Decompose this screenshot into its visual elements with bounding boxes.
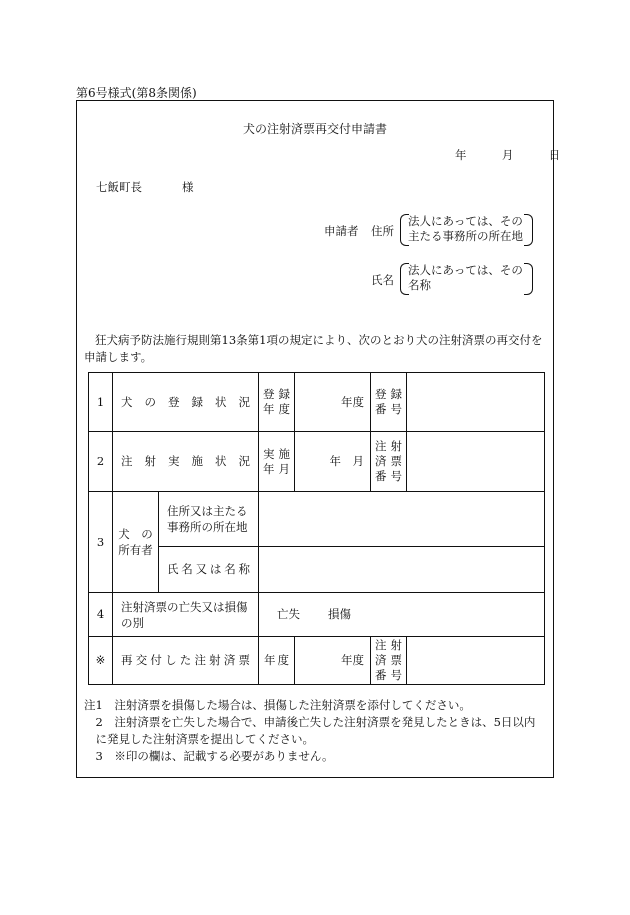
reissued-year-field[interactable]: 年度	[295, 637, 371, 685]
row-mark: ※	[89, 637, 113, 685]
lost-option[interactable]: 亡失	[277, 607, 300, 621]
date-day: 日	[548, 148, 561, 162]
table-row	[89, 637, 545, 685]
notes	[84, 697, 535, 765]
note-2-cont: に発見した注射済票を提出してください。	[84, 732, 314, 746]
row-number: 3	[89, 492, 113, 593]
note-3: 3 ※印の欄は、記載する必要がありません。	[84, 749, 334, 763]
injection-date-field[interactable]: 年 月	[295, 432, 371, 492]
name-note-close-bracket	[524, 263, 533, 295]
injection-date-label: 実施 年月	[259, 432, 295, 492]
owner-address-field[interactable]	[259, 492, 545, 547]
date-line	[455, 147, 560, 163]
name-note: 法人にあっては、その 名称	[408, 263, 523, 292]
applicant-label: 申請者	[324, 224, 359, 238]
owner-label: 犬 の 所有者	[113, 492, 159, 593]
date-month: 月	[501, 148, 514, 162]
reissued-tag-label: 再 交 付 し た 注 射 済 票	[113, 637, 259, 685]
loss-damage-label: 注射済票の亡失又は損傷 の別	[113, 593, 259, 637]
addressee-honorific: 様	[182, 180, 194, 194]
tag-number-field[interactable]	[407, 432, 545, 492]
registration-number-field[interactable]	[407, 373, 545, 432]
table-row	[89, 492, 545, 547]
name-label: 氏名	[371, 273, 394, 287]
damaged-option[interactable]: 損傷	[328, 607, 351, 621]
table-row	[89, 593, 545, 637]
request-statement: 狂犬病予防法施行規則第13条第1項の規定により、次のとおり犬の注射済票の再交付を申請します。	[84, 333, 543, 364]
row-number: 2	[89, 432, 113, 492]
registration-year-label: 登録 年度	[259, 373, 295, 432]
date-year: 年	[455, 148, 467, 162]
table-row	[89, 432, 545, 492]
injection-status-label: 注 射 実 施 状 況	[121, 454, 250, 468]
row-label	[113, 373, 259, 432]
application-table	[88, 372, 545, 685]
row-label	[113, 432, 259, 492]
loss-damage-choice[interactable]	[259, 593, 545, 637]
reissued-number-label: 注射 済票 番号	[371, 637, 407, 685]
address-note-close-bracket	[524, 214, 533, 246]
addressee-name: 七飯町長	[96, 180, 142, 194]
address-label: 住所	[371, 224, 394, 238]
table-row	[89, 373, 545, 432]
form-title: 犬の注射済票再交付申請書	[242, 122, 387, 136]
note-1: 注1 注射済票を損傷した場合は、損傷した注射済票を添付してください。	[84, 698, 471, 712]
registration-year-field[interactable]: 年度	[295, 373, 371, 432]
registration-number-label: 登録 番号	[371, 373, 407, 432]
owner-name-label: 氏 名 又 は 名 称	[159, 547, 259, 593]
form-number: 第6号様式(第8条関係)	[76, 86, 197, 100]
owner-name-field[interactable]	[259, 547, 545, 593]
addressee	[96, 179, 194, 195]
tag-number-label: 注射 済票 番号	[371, 432, 407, 492]
registration-status-label: 犬 の 登 録 状 況	[121, 394, 250, 409]
note-2: 2 注射済票を亡失した場合で、申請後亡失した注射済票を発見したときは、5日以内	[84, 715, 536, 729]
row-number: 1	[89, 373, 113, 432]
row-number: 4	[89, 593, 113, 637]
reissued-year-label: 年 度	[259, 637, 295, 685]
owner-address-label: 住所又は主たる 事務所の所在地	[159, 492, 259, 547]
reissued-number-field[interactable]	[407, 637, 545, 685]
address-note: 法人にあっては、その 主たる事務所の所在地	[408, 214, 523, 243]
